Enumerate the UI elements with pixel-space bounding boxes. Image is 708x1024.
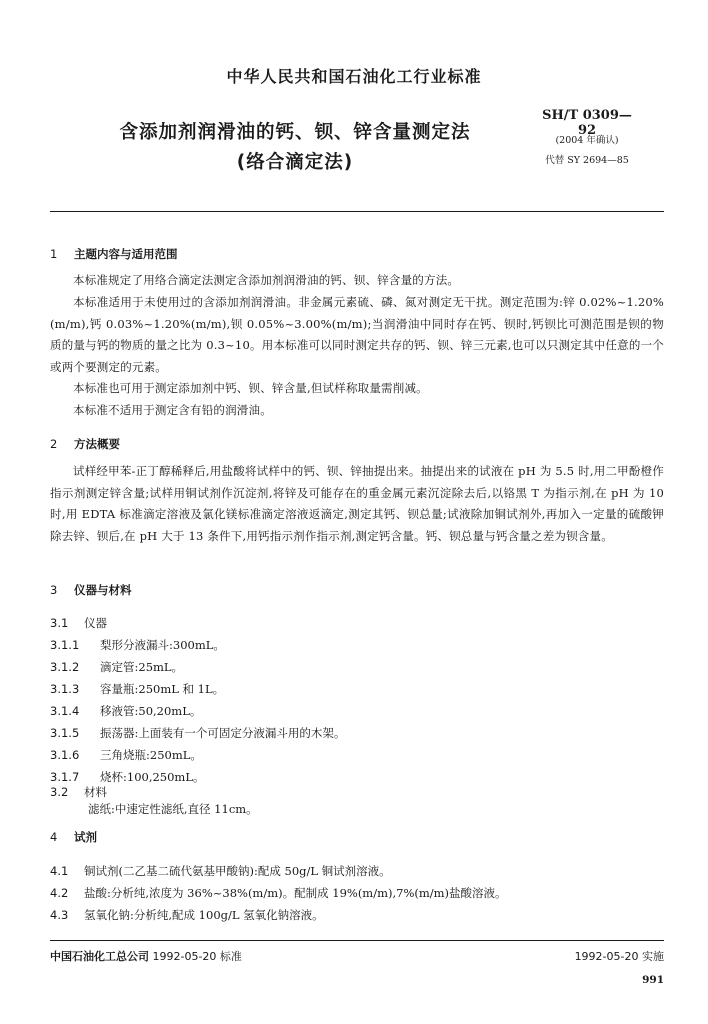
section-2-paragraph-1: 试样经甲苯-正丁醇稀释后,用盐酸将试样中的钙、钡、锌抽提出来。抽提出来的试液在 pH 为 5.5 时,用二甲酚橙作指示剂测定锌含量;试样用铜试剂作沉淀剂,将锌及可能存在的重金属元素沉淀除去后,以铬黑 T 为指示剂,在 pH 为 10 时,用 EDTA 标准滴定溶液及氯化镁标准滴定溶液返滴定,测定其钙、钡总量;试液除加铜试剂外,再加入一定量的硫酸钾除去锌、钡后,在 pH 大于 13 条件下,用钙指示剂作指示剂,测定钙含量。钙、钡总量与钙含量之差为钡含量。 xyxy=(50,464,664,543)
item-text: 移液管:50,20mL。 xyxy=(100,704,202,718)
standard-code: SH/T 0309—92 xyxy=(542,108,632,138)
item-number: 3.1.4 xyxy=(50,704,80,718)
list-item xyxy=(50,681,224,697)
section-1-paragraph-1: 本标准规定了用络合滴定法测定含添加剂润滑油的钙、钡、锌含量的方法。 xyxy=(73,273,460,287)
list-item xyxy=(50,907,324,923)
section-3-heading xyxy=(50,582,132,598)
list-item xyxy=(50,659,183,675)
item-number: 4.3 xyxy=(50,908,69,922)
header-divider xyxy=(50,211,664,212)
subsection-3-1 xyxy=(50,615,107,631)
title-main: 含添加剂润滑油的钙、钡、锌含量测定法 xyxy=(119,122,471,143)
item-text: 振荡器:上面装有一个可固定分液漏斗用的木架。 xyxy=(100,726,346,740)
document-title xyxy=(60,118,530,178)
issuer-name: 中国石油化工总公司 xyxy=(50,950,149,963)
list-item xyxy=(50,769,204,785)
section-number: 1 xyxy=(50,247,58,261)
item-text: 滴定管:25mL。 xyxy=(100,660,184,674)
section-1-heading xyxy=(50,246,178,262)
list-item xyxy=(50,747,202,763)
subsection-3-2 xyxy=(50,784,107,800)
item-number: 3.1.2 xyxy=(50,660,80,674)
item-number: 3.1.5 xyxy=(50,726,80,740)
item-text: 盐酸:分析纯,浓度为 36%~38%(m/m)。配制成 19%(m/m),7%(m/m)盐酸溶液。 xyxy=(84,886,507,900)
title-subtitle: (络合滴定法) xyxy=(236,152,354,173)
implementation-date: 1992-05-20 实施 xyxy=(574,950,664,963)
item-number: 3.1.1 xyxy=(50,638,80,652)
section-1-paragraph-4: 本标准不适用于测定含有铅的润滑油。 xyxy=(73,403,272,417)
section-title: 方法概要 xyxy=(74,437,120,451)
item-number: 3.1.7 xyxy=(50,770,80,784)
item-text: 铜试剂(二乙基二硫代氨基甲酸钠):配成 50g/L 铜试剂溶液。 xyxy=(84,864,391,878)
footer-issuer xyxy=(50,948,242,964)
subsection-number: 3.1 xyxy=(50,616,69,630)
item-text: 烧杯:100,250mL。 xyxy=(100,770,205,784)
footer-divider xyxy=(50,940,664,941)
list-item xyxy=(50,637,225,653)
section-1-paragraph-3: 本标准也可用于测定添加剂中钙、钡、锌含量,但试样称取量需削减。 xyxy=(73,381,428,395)
issue-date: 1992-05-20 标准 xyxy=(152,950,242,963)
section-4-heading xyxy=(50,829,97,845)
subsection-title: 仪器 xyxy=(84,616,107,630)
replaces-note: 代替 SY 2694—85 xyxy=(545,155,629,166)
section-2-heading xyxy=(50,436,120,452)
item-number: 3.1.3 xyxy=(50,682,80,696)
section-number: 2 xyxy=(50,437,58,451)
section-number: 4 xyxy=(50,830,58,844)
section-1-paragraph-2: 本标准适用于未使用过的含添加剂润滑油。非金属元素硫、磷、氮对测定无干扰。测定范围为:锌 0.02%~1.20%(m/m),钙 0.03%~1.20%(m/m),钡 0.05%~3.00%(m/m);当润滑油中同时存在钙、钡时,钙钡比可测范围是钡的物质的量与钙的物质的量之比为 0.3~10。用本标准可以同时测定共存的钙、钡、锌三元素,也可以只测定其中任意的一个或两个要测定的元素。 xyxy=(50,295,664,374)
list-item xyxy=(50,725,345,741)
list-item xyxy=(50,703,201,719)
subsection-number: 3.2 xyxy=(50,785,69,799)
list-item xyxy=(50,863,391,879)
materials-filter-paper: 滤纸:中速定性滤纸,直径 11cm。 xyxy=(88,802,258,816)
industry-standard-heading: 中华人民共和国石油化工行业标准 xyxy=(226,67,482,86)
item-number: 4.2 xyxy=(50,886,69,900)
item-text: 容量瓶:250mL 和 1L。 xyxy=(100,682,225,696)
list-item xyxy=(50,885,507,901)
confirmation-note: (2004 年确认) xyxy=(555,135,619,146)
page-number: 991 xyxy=(642,974,664,986)
subsection-title: 材料 xyxy=(84,785,107,799)
item-text: 氢氧化钠:分析纯,配成 100g/L 氢氧化钠溶液。 xyxy=(84,908,324,922)
section-title: 仪器与材料 xyxy=(74,583,132,597)
item-number: 3.1.6 xyxy=(50,748,80,762)
section-title: 主题内容与适用范围 xyxy=(74,247,178,261)
item-text: 梨形分液漏斗:300mL。 xyxy=(100,638,225,652)
item-number: 4.1 xyxy=(50,864,69,878)
item-text: 三角烧瓶:250mL。 xyxy=(100,748,202,762)
section-title: 试剂 xyxy=(74,830,97,844)
section-number: 3 xyxy=(50,583,58,597)
